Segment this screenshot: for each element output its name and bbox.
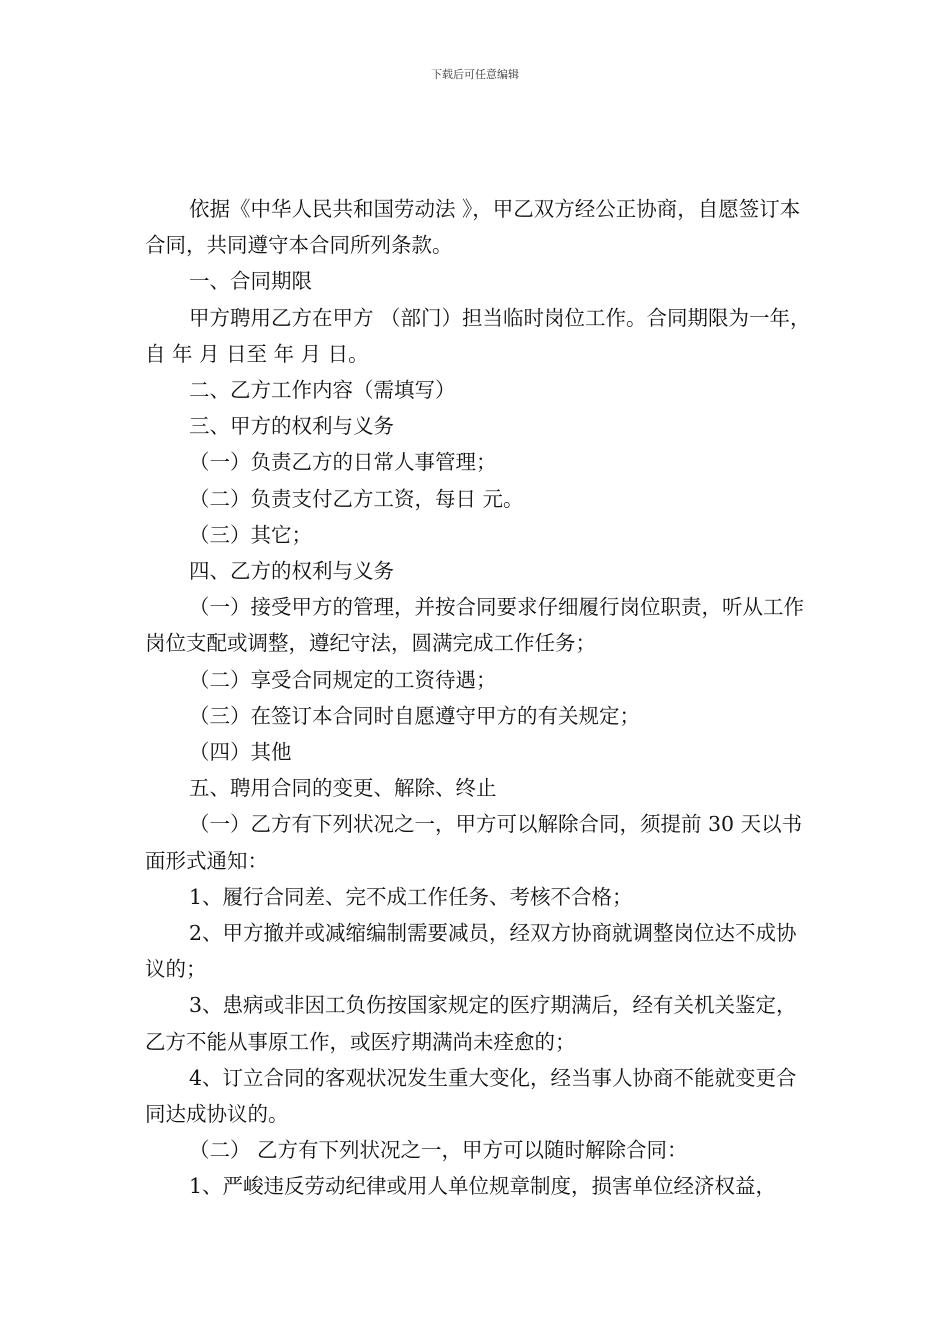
termination-item-2: 2、甲方撤并或减缩编制需要减员，经双方协商就调整岗位达不成协议的； — [145, 921, 797, 982]
party-a-item-2: （二）负责支付乙方工资，每日 元。 — [189, 486, 524, 511]
document-body — [145, 191, 817, 1205]
section-heading-party-a-rights: 三、甲方的权利与义务 — [189, 414, 394, 439]
termination-item-4: 4、订立合同的客观状况发生重大变化，经当事人协商不能就变更合同达成协议的。 — [145, 1065, 797, 1127]
termination-item-3: 3、患病或非因工负伤按国家规定的医疗期满后，经有关机关鉴定，乙方不能从事原工作，或医疗期满尚未痊愈的； — [145, 993, 797, 1054]
term-paragraph: 甲方聘用乙方在甲方 （部门）担当临时岗位工作。合同期限为一年，自 年 月 日至 年 月 日。 — [145, 305, 811, 366]
immediate-termination-item-1: 1、严峻违反劳动纪律或用人单位规章制度，损害单位经济权益， — [189, 1174, 777, 1199]
section-heading-work-content: 二、乙方工作内容（需填写） — [189, 378, 456, 403]
party-a-item-3: （三）其它； — [189, 522, 312, 547]
termination-item-1: 1、履行合同差、完不成工作任务、考核不合格； — [189, 884, 633, 909]
party-b-item-1: （一）接受甲方的管理，并按合同要求仔细履行岗位职责，听从工作岗位支配或调整，遵纪守法，圆满完成工作任务； — [145, 595, 804, 656]
party-b-item-3: （三）在签订本合同时自愿遵守甲方的有关规定； — [189, 703, 640, 728]
party-b-item-4: （四）其他 — [189, 740, 292, 765]
party-a-item-1: （一）负责乙方的日常人事管理； — [189, 450, 497, 475]
section-heading-term: 一、合同期限 — [189, 269, 312, 294]
termination-clause-1: （一）乙方有下列状况之一，甲方可以解除合同，须提前 30 天以书面形式通知： — [145, 812, 803, 873]
page-header: 下载后可任意编辑 — [431, 68, 519, 81]
section-heading-termination: 五、聘用合同的变更、解除、终止 — [189, 776, 497, 801]
party-b-item-2: （二）享受合同规定的工资待遇； — [189, 667, 497, 692]
preamble-paragraph: 依据《中华人民共和国劳动法 》，甲乙双方经公正协商，自愿签订本合同，共同遵守本合同所列条款。 — [145, 197, 801, 258]
termination-clause-2: （二） 乙方有下列状况之一，甲方可以随时解除合同： — [189, 1138, 688, 1163]
section-heading-party-b-rights: 四、乙方的权利与义务 — [189, 559, 394, 584]
